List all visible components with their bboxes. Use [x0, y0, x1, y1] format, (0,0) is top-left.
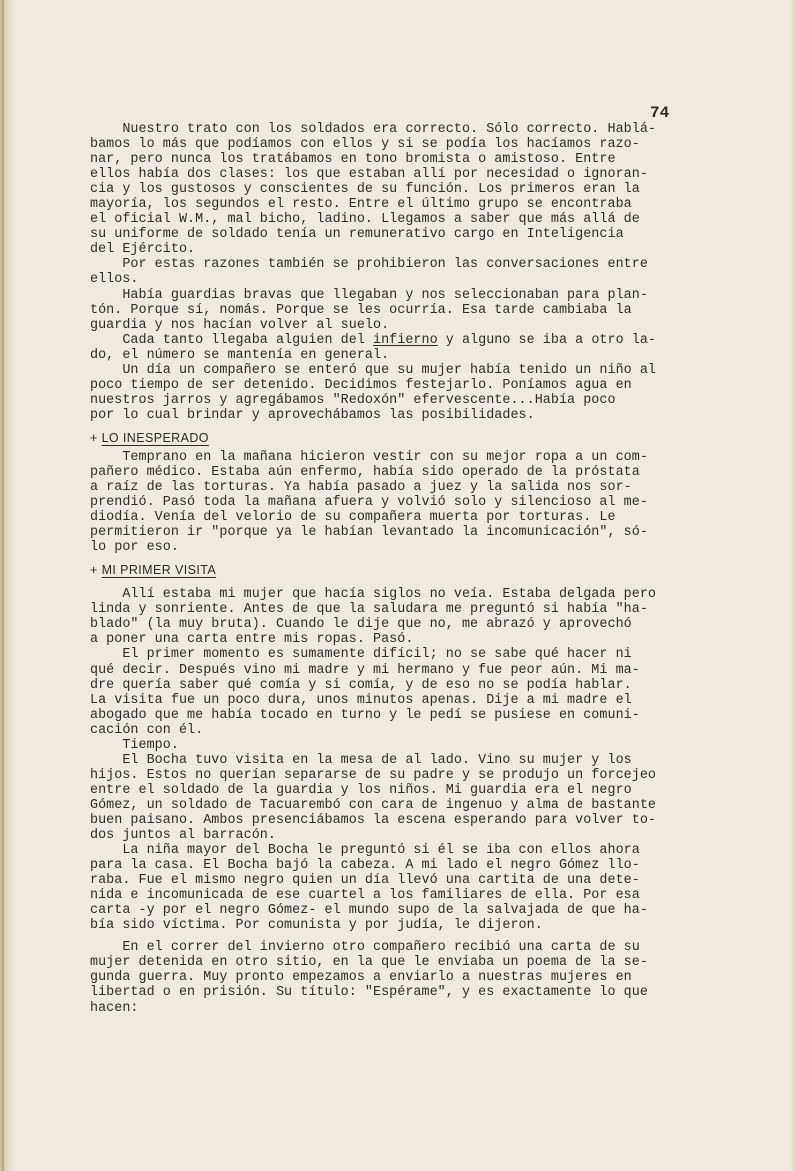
text-line: ellos había dos clases: los que estaban allí por necesidad o ignoran-: [90, 167, 648, 183]
text-line: El Bocha tuvo visita en la mesa de al lado. Vino su mujer y los: [90, 752, 632, 768]
section-heading-marker: +: [90, 563, 102, 578]
text-line: do, el número se mantenía en general.: [90, 347, 390, 363]
text-line: Tiempo.: [90, 737, 179, 753]
text-line: La niña mayor del Bocha le preguntó si él se iba con ellos ahora: [90, 843, 640, 859]
text-line: mujer detenida en otro sitio, en la que le enviaba un poema de la se-: [90, 955, 648, 971]
text-line: Temprano en la mañana hicieron vestir con su mejor ropa a un com-: [90, 449, 648, 465]
text-line: entre el soldado de la guardia y los niños. Mi guardia era el negro: [90, 782, 632, 798]
section-heading-label: LO INESPERADO: [101, 430, 209, 445]
text-line: Un día un compañero se enteró que su mujer había tenido un niño al: [90, 362, 656, 378]
text-line: blado" (la muy bruta). Cuando le dije que no, me abrazó y aprovechó: [90, 617, 632, 633]
text-line: tón. Porque sí, nomás. Porque se les ocurría. Esa tarde cambiaba la: [90, 302, 632, 318]
text-line: a raíz de las torturas. Ya había pasado a juez y la salida nos sor-: [90, 480, 632, 496]
text-line: pañero médico. Estaba aún enfermo, había sido operado de la próstata: [90, 464, 640, 480]
page-fold-line: [2, 0, 4, 1171]
text-line: Había guardias bravas que llegaban y nos seleccionaban para plan-: [90, 287, 648, 303]
paragraph-block: [90, 122, 730, 423]
text-line: lo por eso.: [90, 540, 179, 556]
text-line: Por estas razones también se prohibieron las conversaciones entre: [90, 257, 648, 273]
text-line: guardia y nos hacían volver al suelo.: [90, 317, 390, 333]
page-number: 74: [650, 104, 670, 122]
text-line: hacen:: [90, 1000, 139, 1016]
text-line: su uniforme de soldado tenía un remunerativo cargo en Inteligencia: [90, 227, 624, 243]
paragraph-block: [90, 450, 730, 555]
text-line: abogado que me había tocado en turno y le pedí se pusiese en comuni-: [90, 707, 640, 723]
text-line: a poner una carta entre mis ropas. Pasó.: [90, 632, 414, 648]
text-line: hijos. Estos no querían separarse de su padre y se produjo un forcejeo: [90, 767, 656, 783]
text-line: dre quería saber qué comía y si comía, y de eso no se podía hablar.: [90, 677, 632, 693]
paragraph-block: [90, 940, 730, 1015]
text-line: cación con él.: [90, 722, 204, 738]
text-line: nar, pero nunca los tratábamos en tono bromista o amistoso. Entre: [90, 152, 616, 168]
text-line: gunda guerra. Muy pronto empezamos a enviarlo a nuestras mujeres en: [90, 970, 632, 986]
text-line: del Ejército.: [90, 242, 196, 258]
page-right-edge: [790, 0, 796, 1171]
text-line: el oficial W.M., mal bicho, ladino. Llegamos a saber que más allá de: [90, 212, 640, 228]
underlined-word: infierno: [373, 332, 438, 348]
text-line: raba. Fue el mismo negro quien un día llevó una cartita de una dete-: [90, 873, 640, 889]
paragraph-block: [90, 587, 730, 933]
section-heading-label: MI PRIMER VISITA: [101, 563, 217, 578]
text-line: cia y los gustosos y conscientes de su función. Los primeros eran la: [90, 182, 640, 198]
text-line: La visita fue un poco dura, unos minutos apenas. Dije a mi madre el: [90, 692, 632, 708]
text-line: diodía. Venía del velorio de su compañera muerta por torturas. Le: [90, 510, 616, 526]
text-line: poco tiempo de ser detenido. Decidimos festejarlo. Poníamos agua en: [90, 377, 632, 393]
text-line: En el correr del invierno otro compañero recibió una carta de su: [90, 940, 640, 956]
section-heading: [90, 560, 730, 580]
text-line: ellos.: [90, 272, 139, 288]
text-line: mayoría, los segundos el resto. Entre el último grupo se encontraba: [90, 197, 632, 213]
section-heading-marker: +: [90, 430, 102, 445]
text-line: bamos lo más que podíamos con ellos y si se podía los hacíamos razo-: [90, 137, 640, 153]
text-line: para la casa. El Bocha bajó la cabeza. A mi lado el negro Gómez llo-: [90, 858, 640, 874]
text-line: Gómez, un soldado de Tacuarembó con cara de ingenuo y alma de bastante: [90, 797, 656, 813]
text-line: El primer momento es sumamente difícil; no se sabe qué hacer ni: [90, 647, 632, 663]
text-line: dos juntos al barracón.: [90, 828, 276, 844]
text-line: carta -y por el negro Gómez- el mundo supo de la salvajada de que ha-: [90, 903, 648, 919]
section-heading: [90, 428, 730, 448]
text-line: Allí estaba mi mujer que hacía siglos no veía. Estaba delgada pero: [90, 587, 656, 603]
text-line: nida e incomunicada de ese cuartel a los familiares de ella. Por esa: [90, 888, 640, 904]
section-gap: [90, 933, 730, 940]
text-line: qué decir. Después vino mi madre y mi hermano y fue peor aún. Mi ma-: [90, 662, 640, 678]
text-line: Cada tanto llegaba alguien del infierno y alguno se iba a otro la-: [90, 332, 657, 348]
text-line: linda y sonriente. Antes de que la saludara me preguntó si había "ha-: [90, 602, 648, 618]
text-line: por lo cual brindar y aprovechábamos las posibilidades.: [90, 407, 535, 423]
text-line: buen paisano. Ambos presenciábamos la escena esperando para volver to-: [90, 812, 656, 828]
text-line: Nuestro trato con los soldados era correcto. Sólo correcto. Hablá-: [90, 122, 656, 137]
typed-text-body: [90, 122, 730, 1016]
text-line: bía sido víctima. Por comunista y por judía, le dijeron.: [90, 918, 543, 934]
text-line: libertad o en prisión. Su título: "Espérame", y es exactamente lo que: [90, 985, 648, 1001]
text-line: nuestros jarros y agregábamos "Redoxón" efervescente...Había poco: [90, 392, 616, 408]
text-line: permitieron ir "porque ya le habían levantado la incomunicación", só-: [90, 525, 648, 541]
section-gap: [90, 580, 730, 587]
text-line: prendió. Pasó toda la mañana afuera y volvió solo y silencioso al me-: [90, 495, 648, 511]
